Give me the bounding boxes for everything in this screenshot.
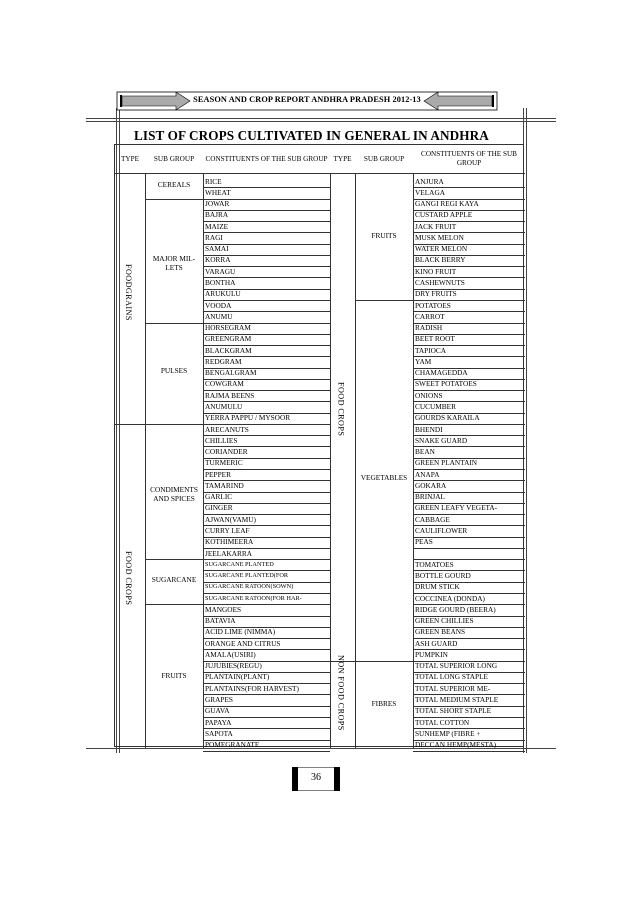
right-crop-item: DRY FRUITS [415,289,457,299]
left-type-line [115,424,145,425]
left-crop-item: GINGER [205,503,233,513]
left-type-label: FOODGRAINS [124,263,133,321]
right-crop-item: JACK FRUIT [415,221,457,231]
right-crop-item: TOTAL LONG STAPLE [415,672,489,682]
left-crop-item: GUAVA [205,706,230,716]
page-title: LIST OF CROPS CULTIVATED IN GENERAL IN ANDHRA [134,128,489,143]
right-crop-item: TOTAL SUPERIOR ME- [415,683,491,693]
right-crop-item: GOKARA [415,480,447,490]
right-crop-item: COCCINEA (DONDA) [415,593,485,603]
left-group-line [145,424,203,425]
left-crop-item: BLACKGRAM [205,345,252,355]
right-crop-item: TOTAL MEDIUM STAPLE [415,695,499,705]
right-crop-item: TAPIOCA [415,345,447,355]
right-crop-item: PUMPKIN [415,649,448,659]
left-crop-item: GARLIC [205,492,233,502]
left-crop-item: SUGARCANE RATOON(SOWN) [205,583,294,591]
right-crop-item: WATER MELON [415,244,468,254]
left-crop-item: PEPPER [205,469,231,479]
header-constituents: CONSTITUENTS OF THE SUB GROUP [205,154,328,163]
left-sub-group: CONDIMENTS AND SPICES [150,484,198,504]
right-type-label: FOOD CROPS [336,382,346,437]
right-crop-item: TOTAL COTTON [415,717,470,727]
right-crop-item: RADISH [415,323,443,333]
left-crop-item: VARAGU [205,266,236,276]
left-crop-item: BAJRA [205,210,229,220]
right-crop-item: GOURDS KARAILA [415,413,480,423]
left-crop-item: CHILLIES [205,435,238,445]
left-crop-item: ORANGE AND CITRUS [205,638,281,648]
left-crop-item: TAMARIND [205,480,244,490]
right-crop-item: KINO FRUIT [415,266,457,276]
right-crop-item: TOTAL SUPERIOR LONG [415,661,498,671]
right-crop-item: SWEET POTATOES [415,379,477,389]
left-crop-item: AJWAN(VAMU) [205,514,256,524]
left-crop-item: PAPAYA [205,717,232,727]
left-crop-item: SUGARCANE PLANTED [205,560,274,568]
left-crop-item: RAJMA BEENS [205,390,255,400]
left-crop-item: CORIANDER [205,447,248,457]
right-crop-item: MUSK MELON [415,232,464,242]
right-sub-group: FRUITS [371,230,397,240]
left-crop-item: JUJUBIES(REGU) [205,661,262,671]
header-divider [115,173,525,174]
header-sub-group-right: SUB GROUP [363,154,405,163]
right-crop-item: ASH GUARD [415,638,458,648]
right-crop-item: SNAKE GUARD [415,435,468,445]
left-crop-item: SUGARCANE RATOON(FOR HAR- [205,594,302,602]
right-crop-item: TOTAL SHORT STAPLE [415,706,492,716]
header-constituents-right: CONSTITUENTS OF THE SUB GROUP [421,150,517,167]
right-crop-item: BLACK BERRY [415,255,466,265]
left-crop-item: VOODA [205,300,232,310]
left-sub-group: MAJOR MIL- LETS [152,253,196,272]
report-banner [116,87,498,115]
left-crop-item: BONTHA [205,278,236,288]
right-crop-item: RIDGE GOURD (BEERA) [415,604,496,614]
left-crop-item: MAIZE [205,221,229,231]
right-group-line [355,661,413,662]
right-crop-item: BRINJAL [415,492,445,502]
right-crop-item: CAULIFLOWER [415,525,468,535]
right-crop-item: DECCAN HEMP(MESTA) [415,740,497,750]
left-crop-item: HORSEGRAM [205,323,251,333]
right-crop-item: VELAGA [415,187,445,197]
right-crop-item: CUCUMBER [415,402,456,411]
right-crop-item: TOMATOES [415,559,454,569]
right-crop-item: YAM [415,356,432,366]
left-crop-item: TURMERIC [205,458,243,468]
right-crop-item: CUSTARD APPLE [415,210,473,220]
right-type-label: NON FOOD CROPS [336,655,346,731]
right-crop-item: ANAPA [415,469,440,479]
right-crop-item: SUNHEMP (FIBRE + [415,728,481,738]
right-crop-item: POTATOES [415,300,451,310]
left-row-line [203,751,330,752]
right-group-line [355,300,413,301]
left-crop-item: SAPOTA [205,728,233,738]
column-divider [413,173,414,748]
frame-top-line-2 [86,121,556,122]
left-crop-item: KORRA [205,255,231,265]
left-group-line [145,559,203,560]
right-crop-item: BOTTLE GOURD [415,571,471,581]
left-crop-item: REDGRAM [205,356,242,366]
left-crop-item: SUGARCANE PLANTED(FOR [205,572,289,580]
left-crop-item: ANUMULU [205,402,243,411]
column-divider [330,173,331,748]
left-crop-item: COWGRAM [205,379,244,389]
left-crop-item: JEELAKARRA [205,548,253,558]
left-crop-item: KOTHIMEERA [205,537,254,547]
right-crop-item: ANJURA [415,176,444,186]
frame-right-line-2 [526,108,527,753]
right-crop-item [415,549,524,559]
column-divider [203,173,204,748]
left-crop-item: GREENGRAM [205,334,252,344]
left-group-line [145,323,203,324]
right-crop-item: GREEN BEANS [415,627,466,637]
left-crop-item: ACID LIME (NIMMA) [205,627,276,637]
right-row-line [413,751,525,752]
right-sub-group: VEGETABLES [360,473,408,483]
right-crop-item: CHAMAGEDDA [415,368,468,378]
left-crop-item: POMEGRANATE [205,740,260,750]
right-crop-item: CARROT [415,311,445,321]
left-crop-item: SAMAI [205,244,229,254]
right-sub-group: FIBRES [371,698,397,708]
right-crop-item: GREEN CHILLIES [415,616,474,626]
report-title: SEASON AND CROP REPORT ANDHRA PRADESH 2012-13 [193,95,421,104]
left-crop-item: ARUKULU [205,289,241,299]
right-crop-item: GREEN LEAFY VEGETA- [415,503,498,513]
right-crop-item: GANGI REGI KAYA [415,199,479,209]
left-crop-item: RAGI [205,232,223,242]
left-type-label: FOOD CROPS [124,551,133,606]
right-crop-item: BEAN [415,447,435,457]
left-crop-item: RICE [205,176,222,186]
header-sub-group: SUB GROUP [153,154,195,163]
crop-list-table [114,144,524,750]
right-crop-item: GREEN PLANTAIN [415,458,478,468]
left-sub-group: FRUITS [161,670,187,680]
header-type-right: TYPE [333,154,352,163]
left-group-line [145,604,203,605]
right-crop-item: PEAS [415,537,433,547]
right-crop-item: ONIONS [415,390,443,400]
left-crop-item: BATAVIA [205,616,236,626]
right-crop-item: CASHEWNUTS [415,278,465,288]
left-crop-item: ANUMU [205,311,233,321]
left-crop-item: AMALA(USIRI) [205,649,256,659]
left-crop-item: GRAPES [205,695,233,705]
left-sub-group: CEREALS [157,180,191,190]
right-crop-item: DRUM STICK [415,582,460,592]
left-crop-item: PLANTAIN(PLANT) [205,672,270,682]
right-crop-item: BHENDI [415,424,443,434]
left-crop-item: MANGOES [205,604,242,614]
left-crop-item: ARECANUTS [205,424,249,434]
left-crop-item: WHEAT [205,187,231,197]
header-type: TYPE [121,154,139,163]
left-crop-item: BENGALGRAM [205,368,257,378]
frame-top-line [86,118,556,119]
left-crop-item: PLANTAINS(FOR HARVEST) [205,683,299,693]
column-divider [355,173,356,748]
page-number: 36 [311,772,321,783]
left-sub-group: PULSES [160,366,188,376]
left-crop-item: CURRY LEAF [205,525,250,535]
left-group-line [145,199,203,200]
right-crop-item: BEET ROOT [415,334,455,344]
right-crop-item: CABBAGE [415,514,450,524]
left-crop-item: JOWAR [205,199,230,209]
left-sub-group: SUGARCANE [151,574,197,584]
left-crop-item: YERRA PAPPU / MYSOOR [205,413,291,423]
